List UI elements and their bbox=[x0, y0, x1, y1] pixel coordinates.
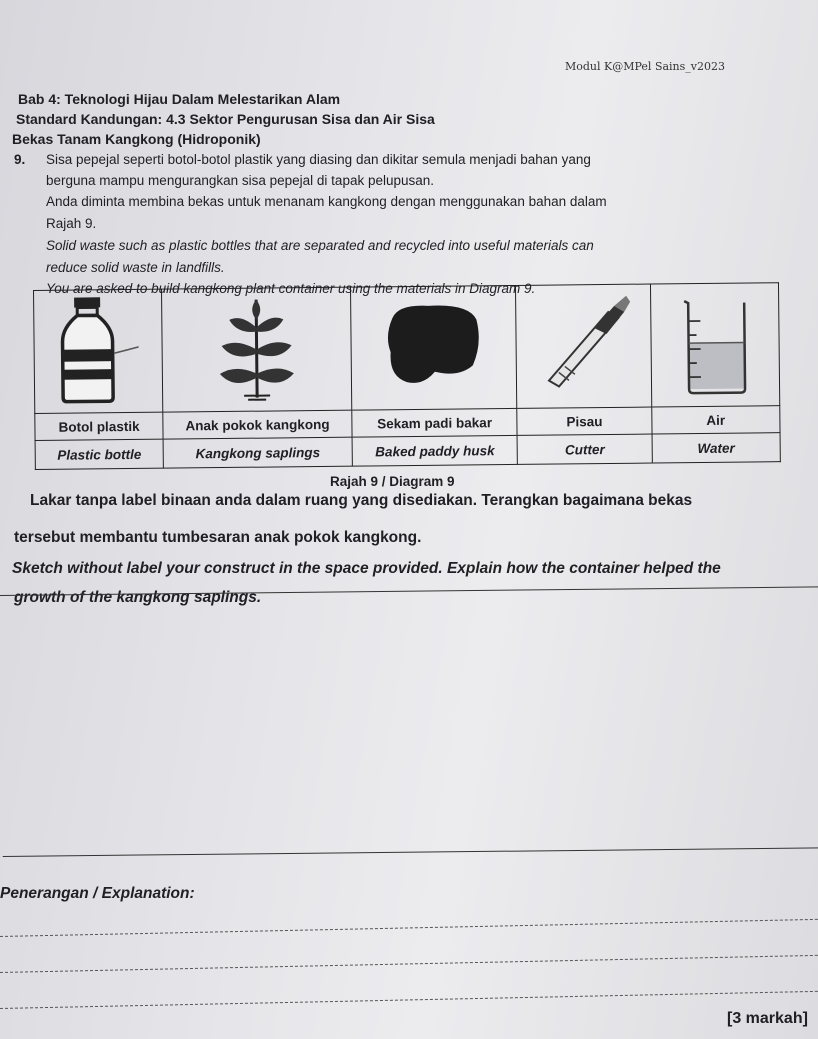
baked-paddy-husk-cell bbox=[350, 285, 517, 410]
water-beaker-cell bbox=[650, 283, 780, 407]
cutter-icon bbox=[528, 287, 639, 400]
explanation-label: Penerangan / Explanation: bbox=[0, 885, 195, 902]
marks-label: [3 markah] bbox=[727, 1010, 808, 1027]
instruction-en-line: Sketch without label your construct in the space provided. Explain how the container helped the bbox=[12, 560, 721, 577]
label-en: Cutter bbox=[517, 434, 652, 464]
question-ms-line: Rajah 9. bbox=[46, 216, 97, 231]
question-en-line: You are asked to build kangkong plant container using the materials in Diagram 9. bbox=[46, 281, 536, 296]
question-ms-line: Sisa pepejal seperti botol-botol plastik yang diasing dan dikitar semula menjadi bahan yang bbox=[46, 152, 591, 167]
plastic-bottle-icon bbox=[48, 292, 149, 405]
topic-title: Bekas Tanam Kangkong (Hidroponik) bbox=[12, 131, 261, 147]
label-ms: Air bbox=[652, 406, 781, 434]
instruction-en-line: growth of the kangkong saplings. bbox=[14, 589, 262, 606]
label-en: Baked paddy husk bbox=[352, 435, 518, 466]
diagram-caption: Rajah 9 / Diagram 9 bbox=[330, 474, 455, 489]
module-tag: Modul K@MPel Sains_v2023 bbox=[565, 60, 725, 73]
content-standard: Standard Kandungan: 4.3 Sektor Pengurusan Sisa dan Air Sisa bbox=[16, 111, 435, 127]
label-en: Kangkong saplings bbox=[163, 437, 352, 468]
chapter-title: Bab 4: Teknologi Hijau Dalam Melestarikan Alam bbox=[18, 91, 341, 107]
label-en: Plastic bottle bbox=[35, 439, 164, 469]
label-ms: Sekam padi bakar bbox=[352, 408, 518, 437]
label-en: Water bbox=[652, 433, 781, 463]
plastic-bottle-cell bbox=[34, 289, 163, 413]
label-ms: Anak pokok kangkong bbox=[163, 410, 352, 439]
question-ms-line: berguna mampu mengurangkan sisa pepejal di tapak pelupusan. bbox=[46, 173, 435, 188]
baked-paddy-husk-icon bbox=[378, 295, 489, 396]
question-en-line: Solid waste such as plastic bottles that are separated and recycled into useful materials can bbox=[46, 238, 594, 253]
water-beaker-icon bbox=[664, 286, 765, 399]
instruction-ms-line: Lakar tanpa label binaan anda dalam ruang yang disediakan. Terangkan bagaimana bekas bbox=[30, 492, 693, 509]
cutter-cell bbox=[516, 284, 652, 408]
kangkong-sapling-cell bbox=[162, 287, 352, 412]
kangkong-sapling-icon bbox=[201, 291, 312, 404]
question-ms-line: Anda diminta membina bekas untuk menanam kangkong dengan menggunakan bahan dalam bbox=[46, 194, 607, 209]
materials-diagram bbox=[33, 282, 781, 470]
label-ms: Pisau bbox=[517, 407, 652, 435]
answer-line[interactable] bbox=[0, 955, 818, 973]
answer-line[interactable] bbox=[0, 991, 818, 1009]
instruction-ms-line: tersebut membantu tumbesaran anak pokok kangkong. bbox=[14, 529, 422, 546]
label-ms: Botol plastik bbox=[35, 412, 163, 440]
question-en-line: reduce solid waste in landfills. bbox=[46, 260, 225, 275]
answer-line[interactable] bbox=[0, 919, 818, 937]
sketch-area[interactable] bbox=[0, 586, 818, 857]
question-number: 9. bbox=[14, 152, 26, 167]
